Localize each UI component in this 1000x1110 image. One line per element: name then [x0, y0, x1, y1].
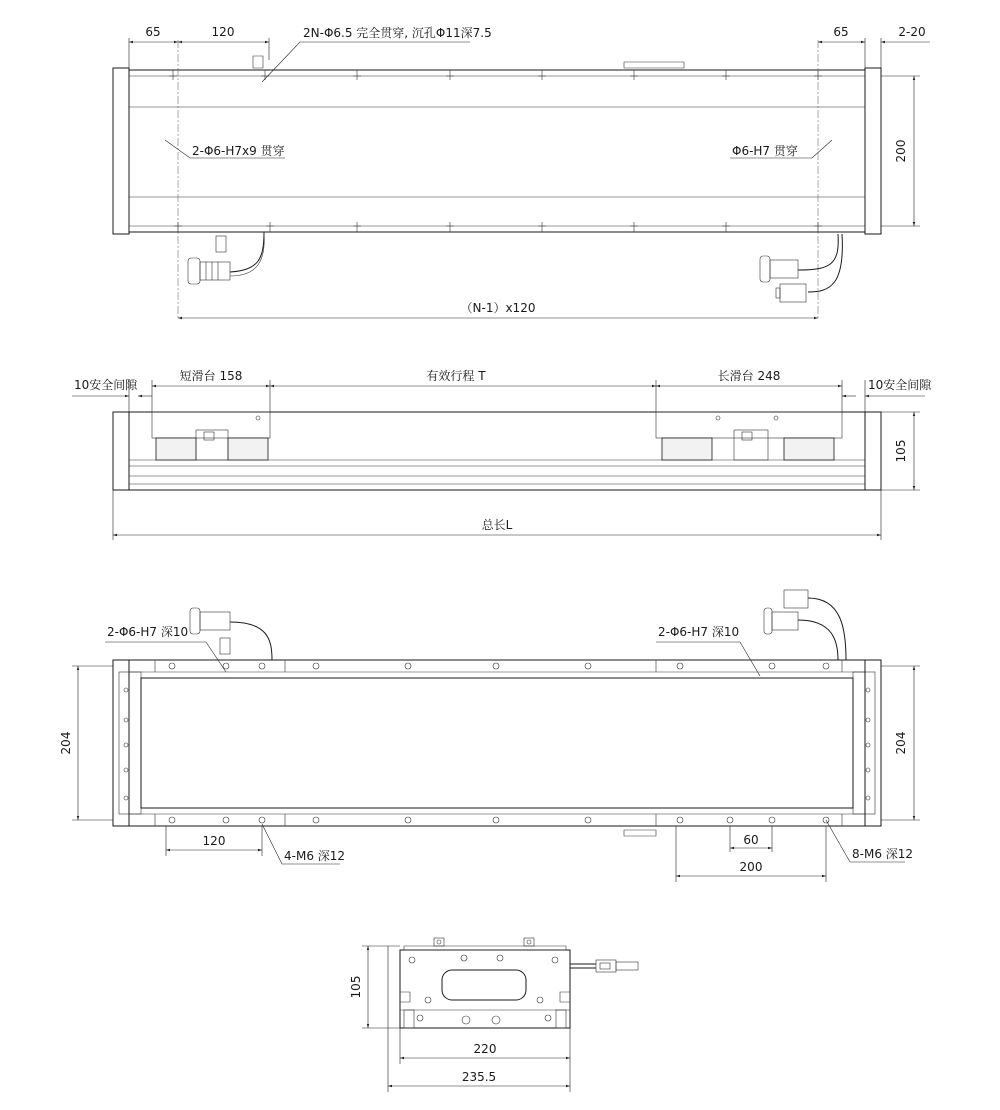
bottom-right-cable [764, 590, 846, 660]
total-length: 总长L [481, 518, 513, 532]
bottom-left-cable [190, 608, 272, 660]
dim-120: 120 [202, 834, 226, 848]
bottom-view [59, 590, 920, 882]
left-end-cap [113, 68, 129, 234]
short-slide [152, 412, 270, 460]
dim-span: （N-1）x120 [460, 301, 536, 315]
m6-left-note: 4-M6 深12 [284, 849, 346, 863]
pin-right-note: Φ6-H7 贯穿 [732, 144, 798, 158]
top-view [113, 25, 930, 320]
dim-left-65: 65 [145, 25, 161, 39]
right-end-cap [865, 68, 881, 234]
dim-pitch-120: 120 [211, 25, 235, 39]
end-window [442, 970, 526, 1000]
end-height: 105 [349, 975, 363, 999]
end-view [349, 938, 638, 1092]
dim-clearance: 2-20 [898, 25, 926, 39]
pin-left-depth: 2-Φ6-H7 深10 [107, 625, 189, 639]
side-height: 105 [894, 439, 908, 463]
dim-60: 60 [743, 833, 759, 847]
bottom-holes [124, 663, 870, 823]
pin-left-note: 2-Φ6-H7x9 贯穿 [192, 144, 285, 158]
gap-right: 10安全间隙 [868, 378, 932, 392]
dim-200: 200 [739, 860, 763, 874]
dim-width-200: 200 [894, 139, 908, 163]
dim-right-65: 65 [833, 25, 849, 39]
side-view [72, 369, 932, 540]
gap-left: 10安全间隙 [74, 378, 138, 392]
short-slide-label: 短滑台 158 [179, 369, 243, 383]
bottom-height-right: 204 [894, 731, 908, 755]
bottom-window [141, 678, 853, 808]
hole-note: 2N-Φ6.5 完全贯穿, 沉孔Φ11深7.5 [303, 26, 492, 40]
end-width-inner: 220 [473, 1042, 497, 1056]
bottom-height-left: 204 [59, 731, 73, 755]
end-width-outer: 235.5 [461, 1070, 497, 1084]
m6-right-note: 8-M6 深12 [852, 847, 914, 861]
long-slide [656, 412, 842, 460]
end-cable [570, 960, 638, 972]
pin-right-depth: 2-Φ6-H7 深10 [658, 625, 740, 639]
end-body [400, 950, 570, 1028]
stroke-label: 有效行程 T [426, 369, 486, 383]
long-slide-label: 长滑台 248 [717, 369, 781, 383]
left-cable-connector [188, 232, 264, 284]
bottom-body [129, 660, 865, 826]
right-cable-connectors [760, 234, 842, 302]
